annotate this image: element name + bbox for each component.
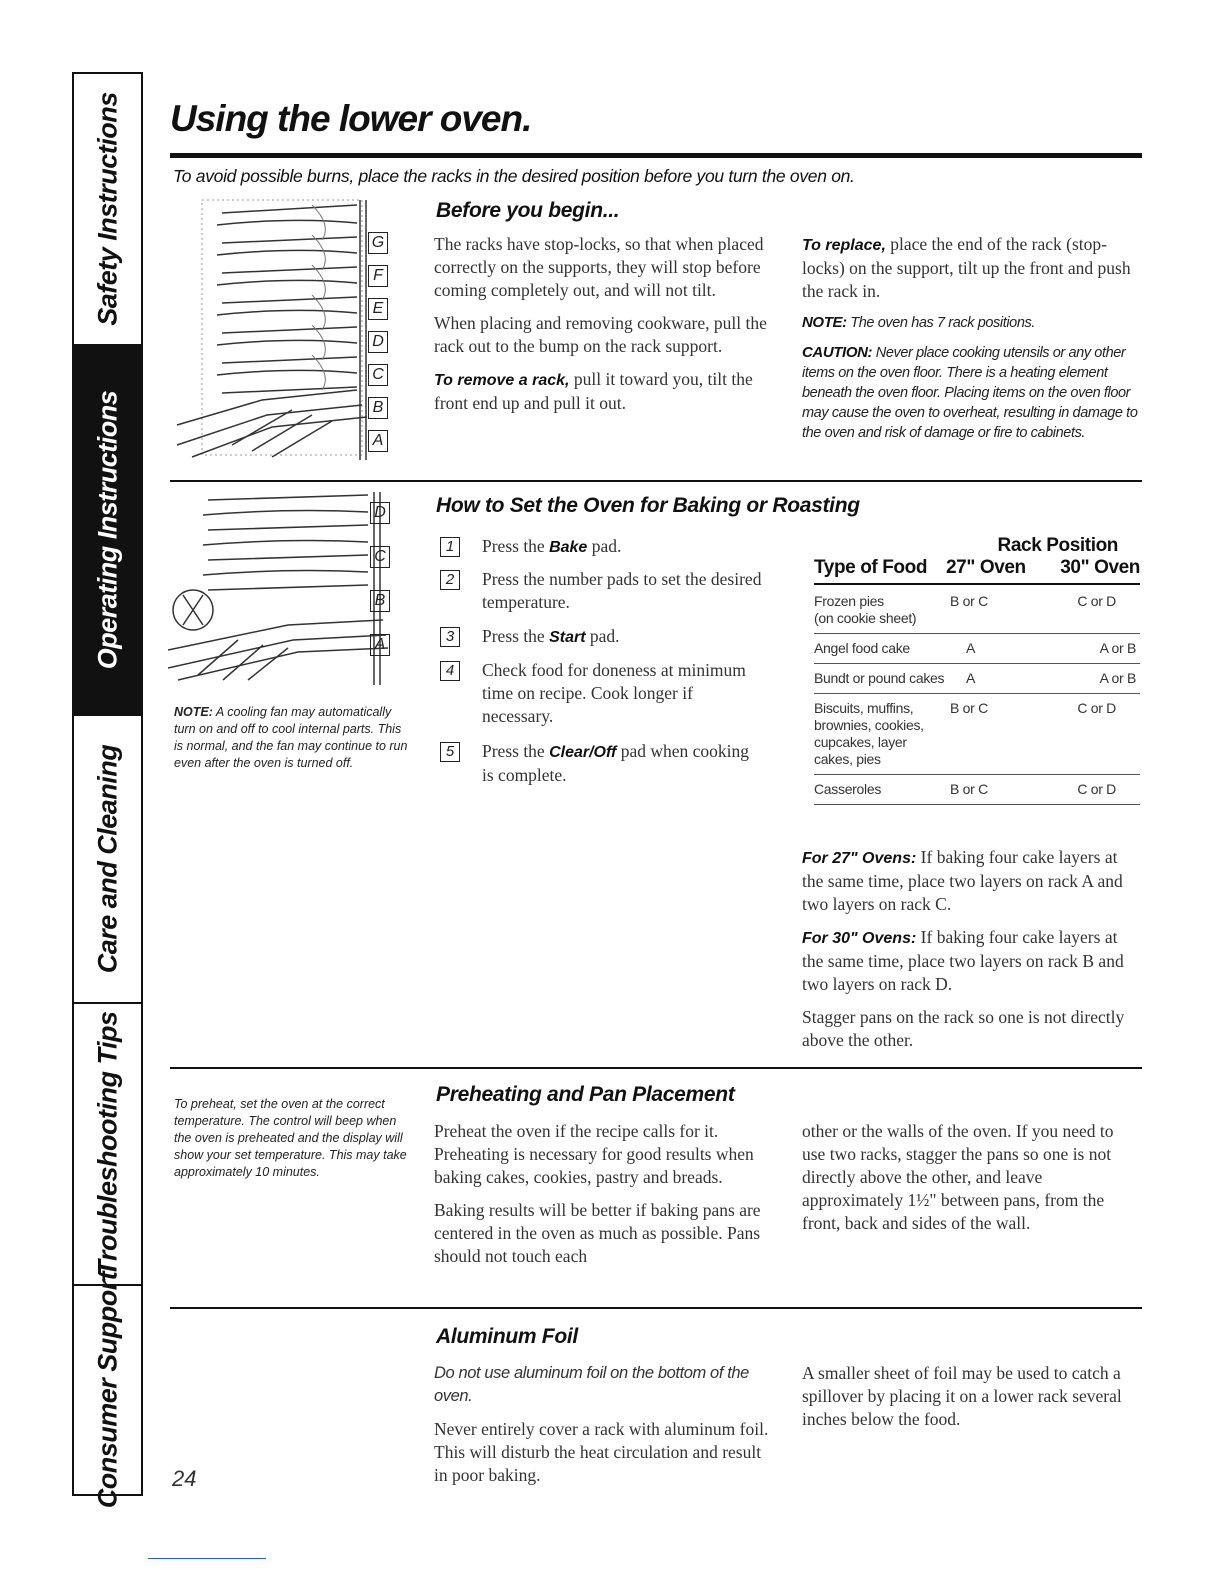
remove-rack-para: To remove a rack, pull it toward you, tilt the front end up and pull it out. <box>434 369 753 413</box>
tab-operating-instructions[interactable] <box>74 346 141 716</box>
intro-text: To avoid possible burns, place the racks in the desired position before you turn the oven on. <box>173 166 855 186</box>
rack-letter: F <box>368 265 392 298</box>
baking-step: 3 Press the Start pad. <box>440 625 760 649</box>
before-p2: When placing and removing cookware, pull the rack out to the bump on the rack support. <box>434 313 767 356</box>
rack-letter: A <box>368 430 392 463</box>
rack-letter: C <box>370 546 394 590</box>
rack-letters-top <box>368 232 392 463</box>
tab-troubleshooting-tips[interactable] <box>74 1004 141 1286</box>
section-rule <box>170 480 1142 482</box>
preheat-heading: Preheating and Pan Placement <box>436 1083 735 1106</box>
preheat-side-note: To preheat, set the oven at the correct temperature. The control will beep when the oven is preheated and the display will show your set temperature. This may take approximately 10 minutes. <box>174 1097 407 1179</box>
tab-consumer-support[interactable] <box>74 1271 141 1509</box>
tab-safety-instructions[interactable] <box>74 74 141 346</box>
rack-letter: E <box>368 298 392 331</box>
preheat-col-1 <box>434 1120 774 1278</box>
table-header: Type of Food <box>814 557 928 578</box>
rack-position-table <box>814 535 1140 805</box>
preheat-p2: Baking results will be better if baking pans are centered in the oven as much as possible. Pans should not touch each <box>434 1200 761 1266</box>
stagger-para: Stagger pans on the rack so one is not directly above the other. <box>802 1007 1125 1050</box>
tab-label: Consumer Support <box>92 1271 122 1509</box>
rack-letter: B <box>368 397 392 430</box>
baking-step: 5 Press the Clear/Off pad when cooking is complete. <box>440 740 760 787</box>
section-rule <box>170 1067 1142 1069</box>
before-col-2 <box>802 233 1142 443</box>
caution-note: CAUTION: Never place cooking utensils or any other items on the oven floor. There is a heating element beneath the oven floor. Placing items on the oven floor may cause the oven to overheat, resulting in damage to the oven and risk of damage or fire to cabinets. <box>802 344 1138 441</box>
page-title: Using the lower oven. <box>170 98 532 139</box>
before-col-1 <box>434 233 769 425</box>
replace-para: To replace, place the end of the rack (stop-locks) on the support, tilt up the front and push the rack in. <box>802 234 1131 301</box>
footer-rule <box>148 1558 266 1559</box>
before-heading: Before you begin... <box>436 199 620 222</box>
tab-label: Troubleshooting Tips <box>92 1011 122 1277</box>
ovens-30-para: For 30" Ovens: If baking four cake layers at the same time, place two layers on rack B and two layers on rack D. <box>802 927 1124 994</box>
foil-heading: Aluminum Foil <box>436 1325 578 1348</box>
table-row: Casseroles B or C C or D <box>814 775 1140 805</box>
rack-letter: A <box>370 634 394 678</box>
preheat-p1: Preheat the oven if the recipe calls for it. Preheating is necessary for good results when baking cakes, cookies, pastry and breads. <box>434 1121 754 1187</box>
rack-note: NOTE: The oven has 7 rack positions. <box>802 314 1035 331</box>
tab-label: Operating Instructions <box>92 390 122 670</box>
section-rule <box>170 1307 1142 1309</box>
foil-warning: Do not use aluminum foil on the bottom of the oven. <box>434 1364 749 1405</box>
preheat-col-2 <box>802 1120 1122 1245</box>
baking-step: 2 Press the number pads to set the desired temperature. <box>440 568 760 615</box>
rack-letter: G <box>368 232 392 265</box>
table-header: 30" Oven <box>1060 557 1140 578</box>
rack-position-header: Rack Position <box>997 535 1118 556</box>
step-number: 2 <box>440 570 460 590</box>
preheat-p3: other or the walls of the oven. If you need to use two racks, stagger the pans so one is not directly above the other, and leave approximately 1½" between pans, from the front, back and sides of the wall. <box>802 1121 1114 1233</box>
before-p1: The racks have stop-locks, so that when placed correctly on the supports, they will stop before coming completely out, and will not tilt. <box>434 234 764 300</box>
rack-letters-bottom <box>370 502 394 678</box>
foil-col-2 <box>802 1362 1122 1441</box>
table-header: 27" Oven <box>946 557 1026 578</box>
side-tab-bar <box>72 72 143 1509</box>
rack-letter: D <box>368 331 392 364</box>
step-number: 1 <box>440 537 460 557</box>
table-row: Bundt or pound cakes A A or B <box>814 664 1140 694</box>
fan-note: NOTE: A cooling fan may automatically turn on and off to cool internal parts. This is normal, and the fan may continue to run even after the oven is turned off. <box>174 705 408 770</box>
page-number: 24 <box>172 1466 197 1491</box>
baking-step: 1 Press the Bake pad. <box>440 535 760 559</box>
rack-letter: D <box>370 502 394 546</box>
tab-care-and-cleaning[interactable] <box>74 716 141 1004</box>
table-row: Angel food cake A A or B <box>814 634 1140 664</box>
step-number: 5 <box>440 742 460 762</box>
foil-p2: A smaller sheet of foil may be used to catch a spillover by placing it on a lower rack several inches below the food. <box>802 1363 1122 1429</box>
rack-letter: C <box>368 364 392 397</box>
oven-size-notes <box>802 846 1142 1062</box>
tab-label: Safety Instructions <box>92 92 122 326</box>
table-row: Biscuits, muffins, brownies, cookies, cupcakes, layer cakes, pies B or C C or D <box>814 694 1140 775</box>
foil-p1: Never entirely cover a rack with aluminum foil. This will disturb the heat circulation and result in poor baking. <box>434 1419 769 1485</box>
tab-label: Care and Cleaning <box>92 744 122 974</box>
table-row: Frozen pies (on cookie sheet) B or C C or D <box>814 593 1116 626</box>
step-number: 3 <box>440 627 460 647</box>
step-number: 4 <box>440 661 460 681</box>
baking-heading: How to Set the Oven for Baking or Roasting <box>436 494 860 517</box>
rack-letter: B <box>370 590 394 634</box>
baking-step: 4 Check food for doneness at minimum time on recipe. Cook longer if necessary. <box>440 659 760 729</box>
title-rule <box>170 153 1142 158</box>
ovens-27-para: For 27" Ovens: If baking four cake layers at the same time, place two layers on rack A and two layers on rack C. <box>802 847 1123 914</box>
foil-col-1 <box>434 1362 774 1497</box>
baking-steps <box>440 535 770 795</box>
